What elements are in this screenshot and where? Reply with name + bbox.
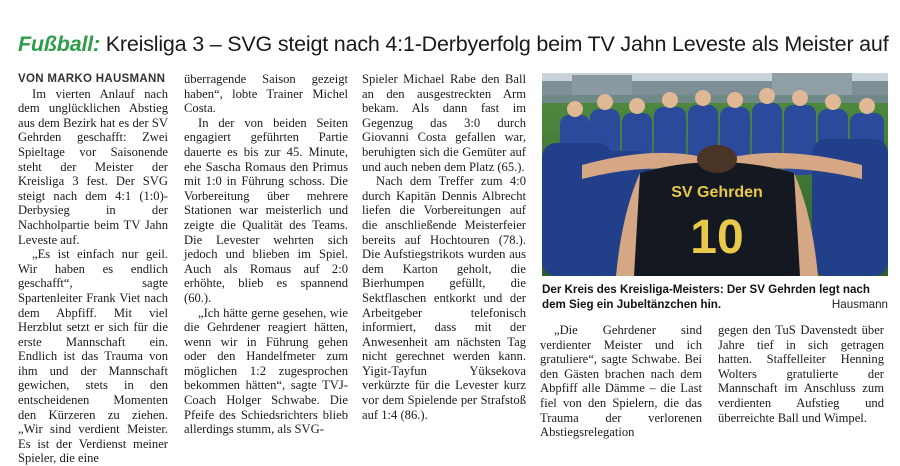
shirt-number: 10	[690, 211, 744, 264]
headline-title: Kreisliga 3 – SVG steigt nach 4:1-Derbyerfolg beim TV Jahn Leveste als Meister auf	[105, 32, 889, 56]
article-paragraph: In der von beiden Seiten engagiert geführten Partie dauerte es bis zur 45. Minute, ehe Sascha Romaus den Primus mit 1:0 in Führung schoss. Die Vorbereitung über mehrere Stationen war meisterlich und zeigte die Qualität des Teams. Die Levester wehrten sich jedoch und blieben im Spiel. Auch als Romaus auf 2:0 erhöhte, blieb es spannend (60.).	[184, 115, 348, 305]
shirt-text: SV Gehrden	[671, 184, 763, 201]
article-column-1	[18, 72, 168, 466]
article-paragraph: Spieler Michael Rabe den Ball an den ausgestreckten Arm bekam. Als dann fast im Gegenzug das 3:0 durch Giovanni Costa gefallen war, beruhigten sich die Gemüter auf und auch neben dem Platz (65.).	[362, 72, 526, 174]
article-column-5	[718, 323, 884, 425]
article-paragraph: gegen den TuS Davenstedt über Jahre tief in sich getragen hatten. Staffelleiter Henning Wolters gratulierte der Mannschaft im Anschluss zum verdienten Aufstieg und überreichte Ball und Wimpel.	[718, 323, 884, 425]
article-paragraph: überragende Saison gezeigt haben“, lobte Trainer Michel Costa.	[184, 72, 348, 116]
article-column-4	[540, 323, 702, 440]
photo-caption	[542, 283, 888, 312]
byline: VON MARKO HAUSMANN	[18, 73, 166, 85]
photo-credit: Hausmann	[831, 297, 888, 311]
article-column-3	[362, 72, 526, 422]
article-paragraph: „Ich hätte gerne gesehen, wie die Gehrdener reagiert hätten, wenn wir in Führung gehen oder den Handelfmeter zum möglichen 1:2 zugesprochen bekommen hätten“, sagte TVJ-Coach Holger Schwabe. Die Pfeife des Schiedsrichters blieb allerdings stumm, als SVG-	[184, 305, 348, 437]
article-paragraph: „Die Gehrdener sind verdienter Meister und ich gratuliere“, sagte Schwabe. Bei den Gästen brachen nach dem Abpfiff alle Dämme – die Last fiel von den Spielern, die das Trauma der verlorenen Abstiegsrelegation	[540, 323, 702, 440]
caption-text: Der Kreis des Kreisliga-Meisters: Der SV Gehrden legt nach dem Sieg ein Jubeltänzchen hin.	[542, 283, 870, 311]
article-paragraph: „Es ist einfach nur geil. Wir haben es endlich geschafft“, sagte Spartenleiter Frank Viet nach dem Abpfiff. Mit viel Herzblut setzt er sich für die erste Mannschaft ein. Endlich ist das Trauma von ihm und der Mannschaft gewichen, stets in den entscheidenen Momenten den Kürzeren zu ziehen. „Wir sind verdient Meister. Es ist der Verdienst meiner Spieler, die eine	[18, 247, 168, 466]
team-celebration-photo	[542, 73, 888, 276]
headline-kicker: Fußball:	[18, 32, 100, 56]
article-paragraph: Nach dem Treffer zum 4:0 durch Kapitän Dennis Albrecht liefen die Vorbereitungen auf die anschließende Meisterfeier bereits auf Hochtouren (78.). Die Aufstiegstrikots wurden aus dem Karton geholt, die Bierhumpen gefüllt, die Sektflaschen entkorkt und der Arbeitgeber telefonisch informiert, dass mit der Anwesenheit am nächsten Tag nicht gerechnet werden kann. Yigit-Tayfun Yüksekova verkürzte für die Levester kurz vor dem Spielende per Strafstoß auf 1:4 (86.).	[362, 174, 526, 422]
article-column-2	[184, 72, 348, 437]
team-huddle-image	[542, 73, 888, 276]
article-paragraph: Im vierten Anlauf nach dem unglücklichen Abstieg aus dem Bezirk hat es der SV Gehrden geschafft: Zwei Spieltage vor Saisonende steht der Meister der Kreisliga 3 fest. Der SVG steigt nach dem 4:1 (1:0)-Derbysieg in der Nachholpartie beim TV Jahn Leveste auf.	[18, 86, 168, 247]
headline	[18, 32, 888, 57]
